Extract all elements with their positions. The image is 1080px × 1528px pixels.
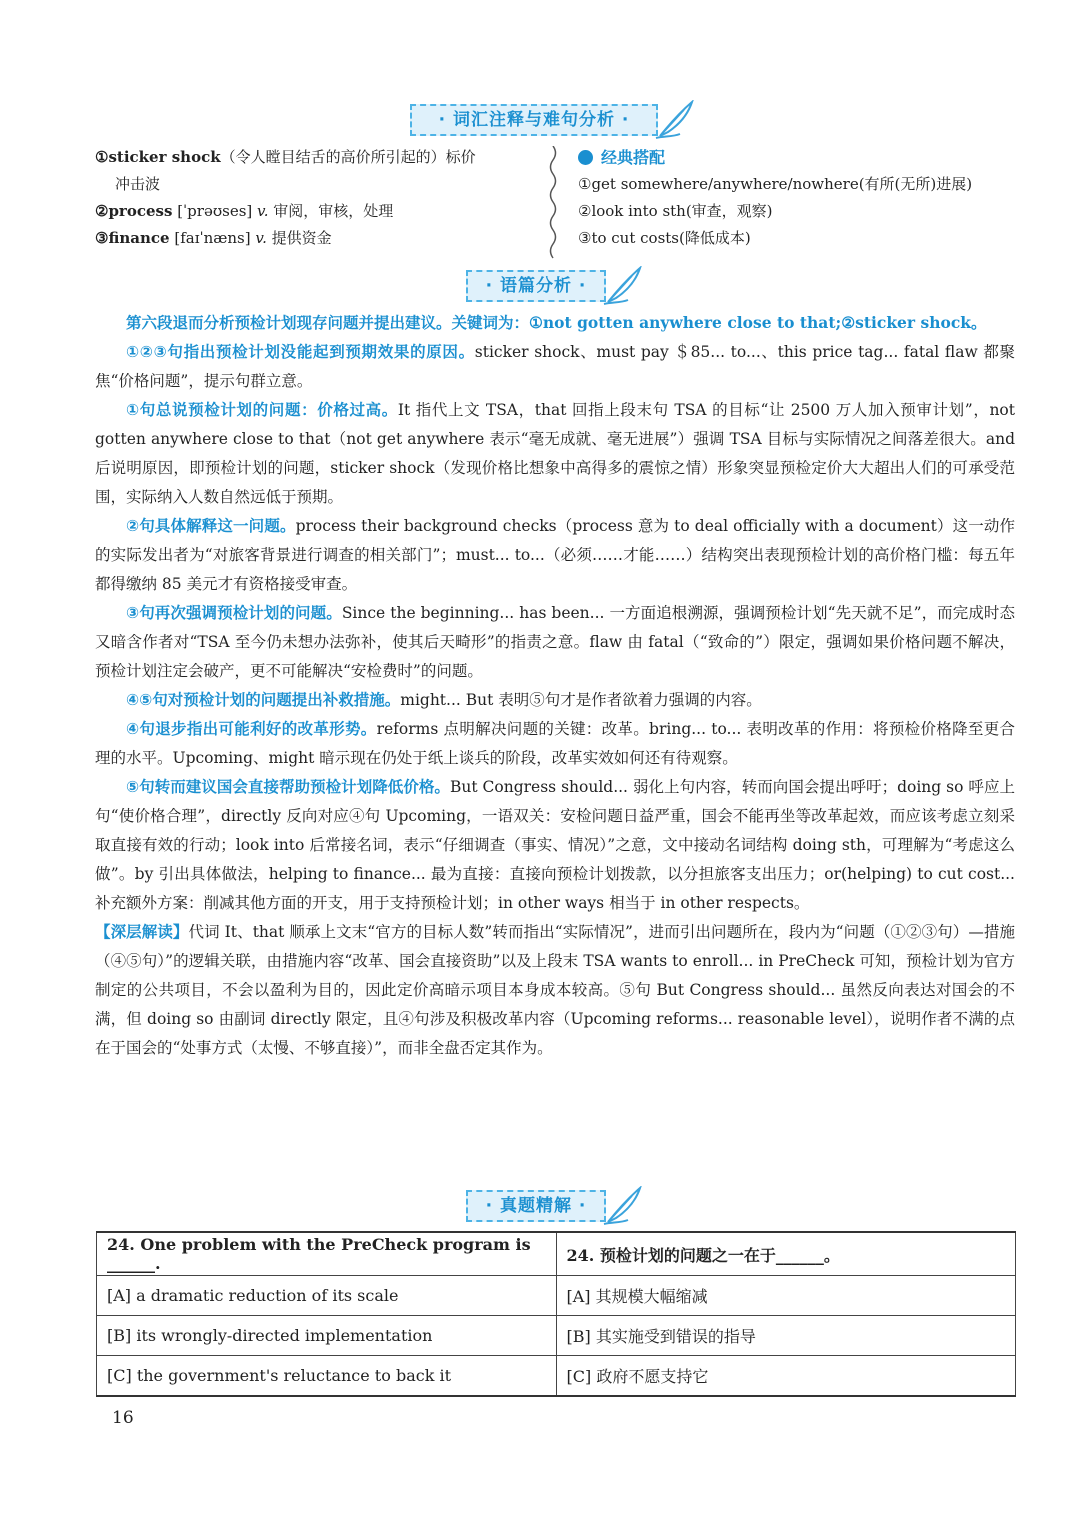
analysis-heading: ⑤句转而建议国会直接帮助预检计划降低价格。	[126, 778, 450, 796]
quill-pen-icon	[602, 266, 644, 306]
option-en: [A] a dramatic reduction of its scale	[97, 1276, 557, 1316]
analysis-text: But Congress should... 弱化上句内容，转而向国会提出呼吁；doing so 呼应上句“使价格合理”，directly 反向对应④句 Upcoming，一语双关：安检问题日益严重，国会不能再坐等改革起效，而应该考虑立刻采取直接有效的行动；look into 后常接名词，表示“仔细调查（事实、情况）”之意，文中接动名词结构 doing sth，可理解为“考虑这么做”。by 引出具体做法，helping to finance... 最为直接：直接向预检计划拨款，以分担旅客支出压力；or(helping) to cut cost... 补充额外方案：削减其他方面的开支，用于支持预检计划；in other ways 相当于 in other respects。	[95, 778, 1015, 912]
option-row	[97, 1316, 1016, 1356]
analysis-heading-end: 。	[971, 314, 987, 332]
vocab-item	[95, 225, 535, 252]
vocab-pos: v.	[257, 202, 269, 220]
collocation-item: ①get somewhere/anywhere/nowhere(有所(无所)进展)	[578, 175, 973, 193]
analysis-heading: ①②③句指出预检计划没能起到预期效果的原因。	[126, 343, 475, 361]
section-title-vocab: · 词汇注释与难句分析 ·	[410, 104, 658, 136]
analysis-keywords: ①not gotten anywhere close to that;②sticker shock	[529, 313, 971, 332]
analysis-paragraph	[95, 715, 1015, 773]
section-title-questions: · 真题精解 ·	[466, 1190, 606, 1222]
analysis-heading: ①句总说预检计划的问题：价格过高。	[126, 401, 398, 419]
collocation-item: ②look into sth(审查，观察)	[578, 202, 773, 220]
question-stem-en: 24. One problem with the PreCheck program is ______.	[97, 1232, 557, 1276]
deep-reading-label: 【深层解读】	[95, 923, 189, 941]
analysis-text: might... But 表明⑤句才是作者欲着力强调的内容。	[400, 691, 762, 709]
section-title-analysis: · 语篇分析 ·	[466, 270, 606, 302]
vocab-word: ③finance	[95, 229, 170, 247]
vocab-definition: 审阅，审核，处理	[273, 202, 394, 220]
collocation-list	[578, 144, 1038, 252]
option-row	[97, 1356, 1016, 1397]
vocab-phonetic: [ˈprəʊses]	[177, 202, 253, 220]
vocab-item	[95, 144, 535, 171]
analysis-paragraph	[95, 686, 1015, 715]
deep-reading-paragraph	[95, 918, 1015, 1063]
analysis-paragraph	[95, 396, 1015, 512]
option-zh: [C] 政府不愿支持它	[556, 1356, 1016, 1397]
analysis-text: sticker shock、must pay ＄85... to...、this price tag... fatal flaw 都聚焦“价格问题”，提示句群立意。	[95, 343, 1015, 390]
vocab-list	[95, 144, 535, 252]
analysis-text: Since the beginning... has been... 一方面追根溯源，强调预检计划“先天就不足”，而完成时态又暗含作者对“TSA 至今仍未想办法弥补，使其后天畸形”的指责之意。flaw 由 fatal（“致命的”）限定，强调如果价格问题不解决，预检计划注定会破产，更不可能解决“安检费时”的问题。	[95, 604, 1016, 680]
page-number: 16	[112, 1408, 134, 1428]
option-row	[97, 1276, 1016, 1316]
bullet-dot-icon	[578, 150, 593, 165]
analysis-paragraph	[95, 308, 1015, 338]
vocab-definition: 提供资金	[271, 229, 332, 247]
analysis-heading: ④句退步指出可能利好的改革形势。	[126, 720, 377, 738]
analysis-paragraph	[95, 338, 1015, 396]
question-row	[97, 1232, 1016, 1276]
collocation-item: ③to cut costs(降低成本)	[578, 229, 751, 247]
vocab-word: ②process	[95, 202, 173, 220]
analysis-paragraph	[95, 599, 1015, 686]
analysis-paragraph	[95, 512, 1015, 599]
section-banner-analysis	[0, 266, 1080, 306]
section-banner-questions	[0, 1186, 1080, 1226]
vocab-definition-continued: 冲击波	[115, 175, 161, 193]
analysis-text: reforms 点明解决问题的关键：改革。bring... to... 表明改革的作用：将预检价格降至更合理的水平。Upcoming、might 暗示现在仍处于纸上谈兵的阶段，改革实效如何还有待观察。	[95, 720, 1016, 767]
analysis-heading: 第六段退而分析预检计划现存问题并提出建议。关键词为：	[126, 314, 530, 332]
discourse-analysis	[95, 308, 1015, 1063]
question-stem-zh: 24. 预检计划的问题之一在于______。	[556, 1232, 1016, 1276]
analysis-heading: ③句再次强调预检计划的问题。	[126, 604, 342, 622]
vocab-pos: v.	[255, 229, 267, 247]
analysis-heading: ②句具体解释这一问题。	[126, 517, 296, 535]
collocation-heading-text: 经典搭配	[601, 148, 666, 167]
vocab-word: ①sticker shock	[95, 148, 221, 166]
quill-pen-icon	[654, 100, 696, 140]
option-en: [B] its wrongly-directed implementation	[97, 1316, 557, 1356]
option-zh: [B] 其实施受到错误的指导	[556, 1316, 1016, 1356]
collocation-heading	[578, 144, 1038, 171]
analysis-text: 代词 It、that 顺承上文末“官方的目标人数”转而指出“实际情况”，进而引出问题所在，段内为“问题（①②③句）—措施（④⑤句）”的逻辑关联，由措施内容“改革、国会直接资助”以及上段末 TSA wants to enroll... in PreCheck 可知，预检计划为官方制定的公共项目，不会以盈利为目的，因此定价高暗示项目本身成本较高。⑤句 But Congress should... 虽然反向表达对国会的不满，但 doing so 由副词 directly 限定，且④句涉及积极改革内容（Upcoming reforms... reasonable level），说明作者不满的点在于国会的“处事方式（太慢、不够直接）”，而非全盘否定其作为。	[95, 923, 1015, 1057]
vocab-definition: （令人瞠目结舌的高价所引起的）标价	[220, 148, 476, 166]
option-zh: [A] 其规模大幅缩减	[556, 1276, 1016, 1316]
analysis-text: It 指代上文 TSA，that 回指上段末句 TSA 的目标“让 2500 万人加入预审计划”，not gotten anywhere close to that（not get anywhere 表示“毫无成就、毫无进展”）强调 TSA 目标与实际情况之间落差很大。and 后说明原因，即预检计划的问题，sticker shock（发现价格比想象中高得多的震惊之情）形象突显预检定价大大超出人们的可承受范围，实际纳入人数自然远低于预期。	[95, 401, 1015, 506]
wavy-divider	[547, 146, 559, 262]
vocab-phonetic: [faɪˈnæns]	[174, 229, 251, 247]
section-banner-vocab	[0, 100, 1080, 140]
option-en: [C] the government's reluctance to back it	[97, 1356, 557, 1397]
quill-pen-icon	[602, 1186, 644, 1226]
vocab-item	[95, 198, 535, 225]
question-table	[96, 1231, 1016, 1397]
analysis-text: process their background checks（process 意为 to deal officially with a document）这一动作的实际发出者为“对旅客背景进行调查的相关部门”；must... to...（必须……才能……）结构突出表现预检计划的高价格门槛：每五年都得缴纳 85 美元才有资格接受审查。	[95, 517, 1016, 593]
analysis-heading: ④⑤句对预检计划的问题提出补救措施。	[126, 691, 401, 709]
analysis-paragraph	[95, 773, 1015, 918]
